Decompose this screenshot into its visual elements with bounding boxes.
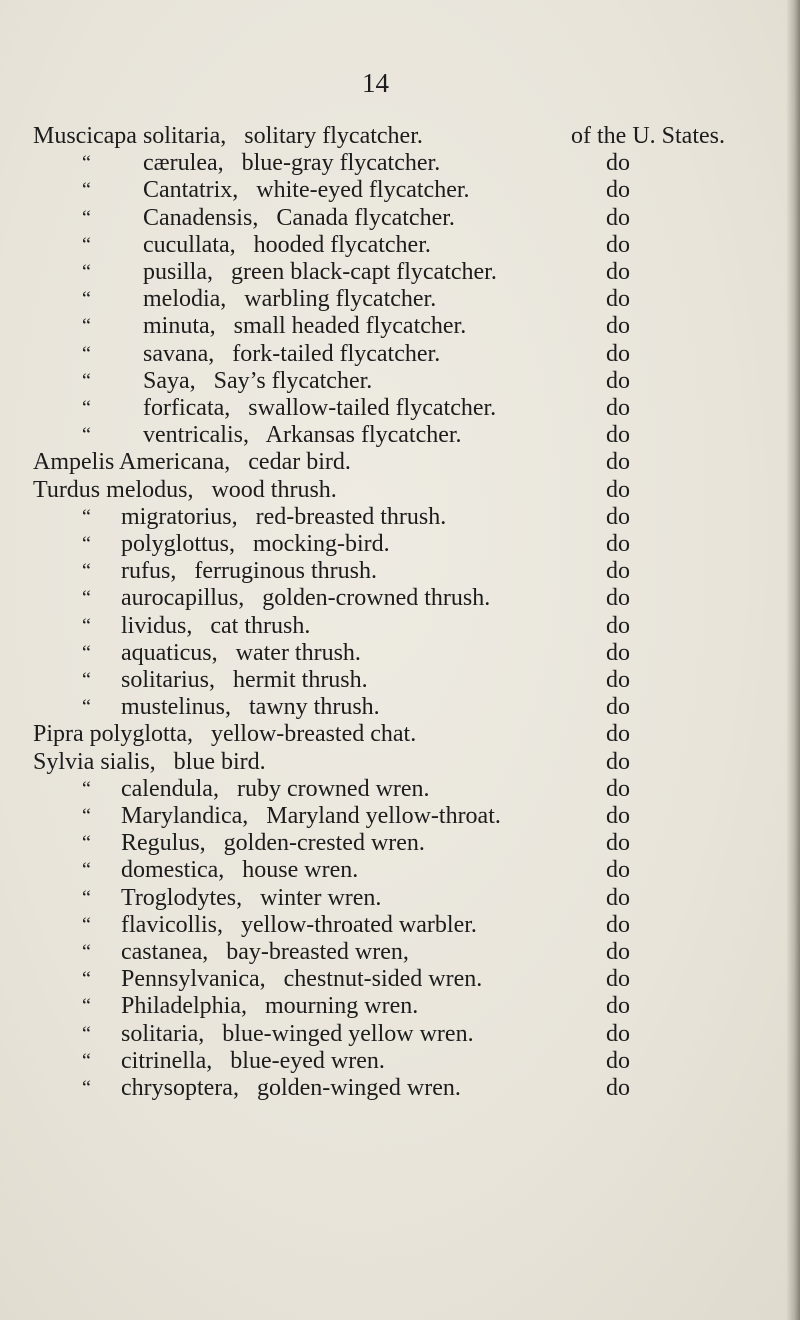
- species-name: migratorius, red-breasted thrush.: [121, 503, 447, 530]
- species-name: solitaria, blue-winged yellow wren.: [121, 1020, 474, 1047]
- locality: do: [606, 340, 630, 367]
- species-name: chrysoptera, golden-winged wren.: [121, 1075, 461, 1101]
- locality: do: [606, 286, 630, 313]
- species-name: Philadelphia, mourning wren.: [121, 993, 419, 1020]
- species-name: Turdus melodus, wood thrush.: [33, 476, 337, 503]
- species-name: rufus, ferruginous thrush.: [121, 558, 377, 585]
- ditto-mark: “: [82, 777, 91, 800]
- list-item: [0, 694, 800, 720]
- locality: do: [606, 367, 630, 394]
- locality: do: [606, 476, 630, 503]
- species-name: Marylandica, Maryland yellow-throat.: [121, 803, 501, 829]
- ditto-mark: “: [82, 261, 91, 283]
- list-item: [0, 232, 800, 258]
- ditto-mark: “: [82, 179, 91, 202]
- ditto-mark: “: [82, 995, 91, 1018]
- species-name: forficata, swallow-tailed flycatcher.: [143, 395, 497, 421]
- locality: do: [606, 422, 630, 449]
- list-item: [0, 477, 800, 503]
- locality: do: [606, 803, 630, 829]
- locality: do: [606, 558, 630, 585]
- ditto-mark: “: [82, 913, 91, 936]
- species-name: citrinella, blue-eyed wren.: [121, 1047, 385, 1074]
- ditto-mark: “: [82, 1022, 91, 1045]
- locality: do: [606, 694, 630, 721]
- species-name: polyglottus, mocking-bird.: [121, 531, 390, 557]
- species-name: pusilla, green black-capt flycatcher.: [143, 259, 497, 285]
- ditto-mark: “: [82, 886, 91, 909]
- list-item: [0, 993, 800, 1019]
- locality: do: [606, 204, 630, 231]
- species-name: Cantatrix, white-eyed flycatcher.: [143, 177, 470, 204]
- ditto-mark: “: [82, 587, 91, 610]
- species-name: minuta, small headed flycatcher.: [143, 313, 467, 340]
- species-name: cærulea, blue-gray flycatcher.: [143, 150, 441, 177]
- locality: do: [606, 911, 630, 938]
- list-item: [0, 613, 800, 639]
- ditto-mark: “: [82, 941, 91, 963]
- species-name: domestica, house wren.: [121, 857, 359, 884]
- list-item: [0, 585, 800, 611]
- locality: do: [606, 721, 630, 748]
- ditto-mark: “: [82, 233, 91, 256]
- list-item: [0, 205, 800, 231]
- ditto-mark: “: [82, 342, 91, 365]
- locality: do: [606, 259, 630, 285]
- ditto-mark: “: [82, 832, 91, 855]
- species-name: Pennsylvanica, chestnut-sided wren.: [121, 966, 483, 993]
- ditto-mark: “: [82, 1077, 91, 1099]
- species-name: Canadensis, Canada flycatcher.: [143, 204, 455, 231]
- locality: do: [606, 775, 630, 802]
- page-number: 14: [362, 68, 389, 98]
- list-item: [0, 286, 800, 312]
- locality: do: [606, 748, 630, 775]
- list-item: [0, 313, 800, 339]
- ditto-mark: “: [82, 206, 91, 229]
- locality: do: [606, 1075, 630, 1101]
- locality: do: [606, 1047, 630, 1074]
- list-item: [0, 1075, 800, 1101]
- ditto-mark: “: [82, 1049, 91, 1072]
- species-name: aquaticus, water thrush.: [121, 639, 361, 666]
- species-name: mustelinus, tawny thrush.: [121, 694, 380, 721]
- species-name: melodia, warbling flycatcher.: [143, 286, 437, 313]
- list-item: [0, 721, 800, 747]
- locality: do: [606, 585, 630, 612]
- list-item: [0, 1021, 800, 1047]
- ditto-mark: “: [82, 315, 91, 338]
- ditto-mark: “: [82, 369, 91, 392]
- ditto-mark: “: [82, 397, 91, 419]
- species-name: Sylvia sialis, blue bird.: [33, 748, 266, 775]
- locality: do: [606, 612, 630, 639]
- list-item: [0, 150, 800, 176]
- species-name: Saya, Say’s flycatcher.: [143, 367, 373, 394]
- list-item: [0, 368, 800, 394]
- species-name: castanea, bay-breasted wren,: [121, 939, 409, 965]
- list-item: [0, 966, 800, 992]
- species-name: lividus, cat thrush.: [121, 612, 311, 639]
- locality: do: [606, 667, 630, 693]
- locality: of the U. States.: [571, 123, 725, 149]
- ditto-mark: “: [82, 669, 91, 691]
- locality: do: [606, 395, 630, 421]
- species-name: Regulus, golden-crested wren.: [121, 830, 425, 857]
- list-item: [0, 749, 800, 775]
- ditto-mark: “: [82, 152, 91, 175]
- locality: do: [606, 313, 630, 340]
- species-name: Muscicapa solitaria, solitary flycatcher.: [33, 123, 423, 149]
- list-item: [0, 640, 800, 666]
- list-item: [0, 939, 800, 965]
- list-item: [0, 830, 800, 856]
- list-item: [0, 395, 800, 421]
- list-item: [0, 449, 800, 475]
- locality: do: [606, 503, 630, 530]
- locality: do: [606, 231, 630, 258]
- locality: do: [606, 531, 630, 557]
- locality: do: [606, 857, 630, 884]
- locality: do: [606, 639, 630, 666]
- species-name: Ampelis Americana, cedar bird.: [33, 449, 351, 476]
- locality: do: [606, 966, 630, 993]
- species-name: flavicollis, yellow-throated warbler.: [121, 911, 477, 938]
- ditto-mark: “: [82, 560, 91, 583]
- species-name: aurocapillus, golden-crowned thrush.: [121, 585, 491, 612]
- list-item: [0, 1048, 800, 1074]
- list-item: [0, 912, 800, 938]
- list-item: [0, 531, 800, 557]
- locality: do: [606, 939, 630, 965]
- species-name: ventricalis, Arkansas flycatcher.: [143, 422, 462, 449]
- list-item: [0, 885, 800, 911]
- list-item: [0, 504, 800, 530]
- locality: do: [606, 449, 630, 476]
- locality: do: [606, 150, 630, 177]
- ditto-mark: “: [82, 288, 91, 311]
- ditto-mark: “: [82, 533, 91, 555]
- species-name: savana, fork-tailed flycatcher.: [143, 340, 441, 367]
- locality: do: [606, 993, 630, 1020]
- ditto-mark: “: [82, 968, 91, 991]
- list-item: [0, 776, 800, 802]
- species-name: cucullata, hooded flycatcher.: [143, 231, 431, 258]
- list-item: [0, 259, 800, 285]
- ditto-mark: “: [82, 505, 91, 528]
- species-name: Troglodytes, winter wren.: [121, 884, 382, 911]
- species-name: Pipra polyglotta, yellow-breasted chat.: [33, 721, 417, 748]
- list-item: [0, 857, 800, 883]
- list-item: [0, 422, 800, 448]
- ditto-mark: “: [82, 614, 91, 637]
- ditto-mark: “: [82, 641, 91, 664]
- locality: do: [606, 1020, 630, 1047]
- list-item: [0, 177, 800, 203]
- list-item: [0, 341, 800, 367]
- list-item: [0, 667, 800, 693]
- species-name: calendula, ruby crowned wren.: [121, 775, 430, 802]
- locality: do: [606, 830, 630, 857]
- ditto-mark: “: [82, 805, 91, 827]
- ditto-mark: “: [82, 859, 91, 882]
- ditto-mark: “: [82, 696, 91, 719]
- list-item: [0, 803, 800, 829]
- species-name: solitarius, hermit thrush.: [121, 667, 368, 693]
- ditto-mark: “: [82, 424, 91, 447]
- locality: do: [606, 177, 630, 204]
- list-item: [0, 558, 800, 584]
- locality: do: [606, 884, 630, 911]
- list-item: [0, 123, 800, 149]
